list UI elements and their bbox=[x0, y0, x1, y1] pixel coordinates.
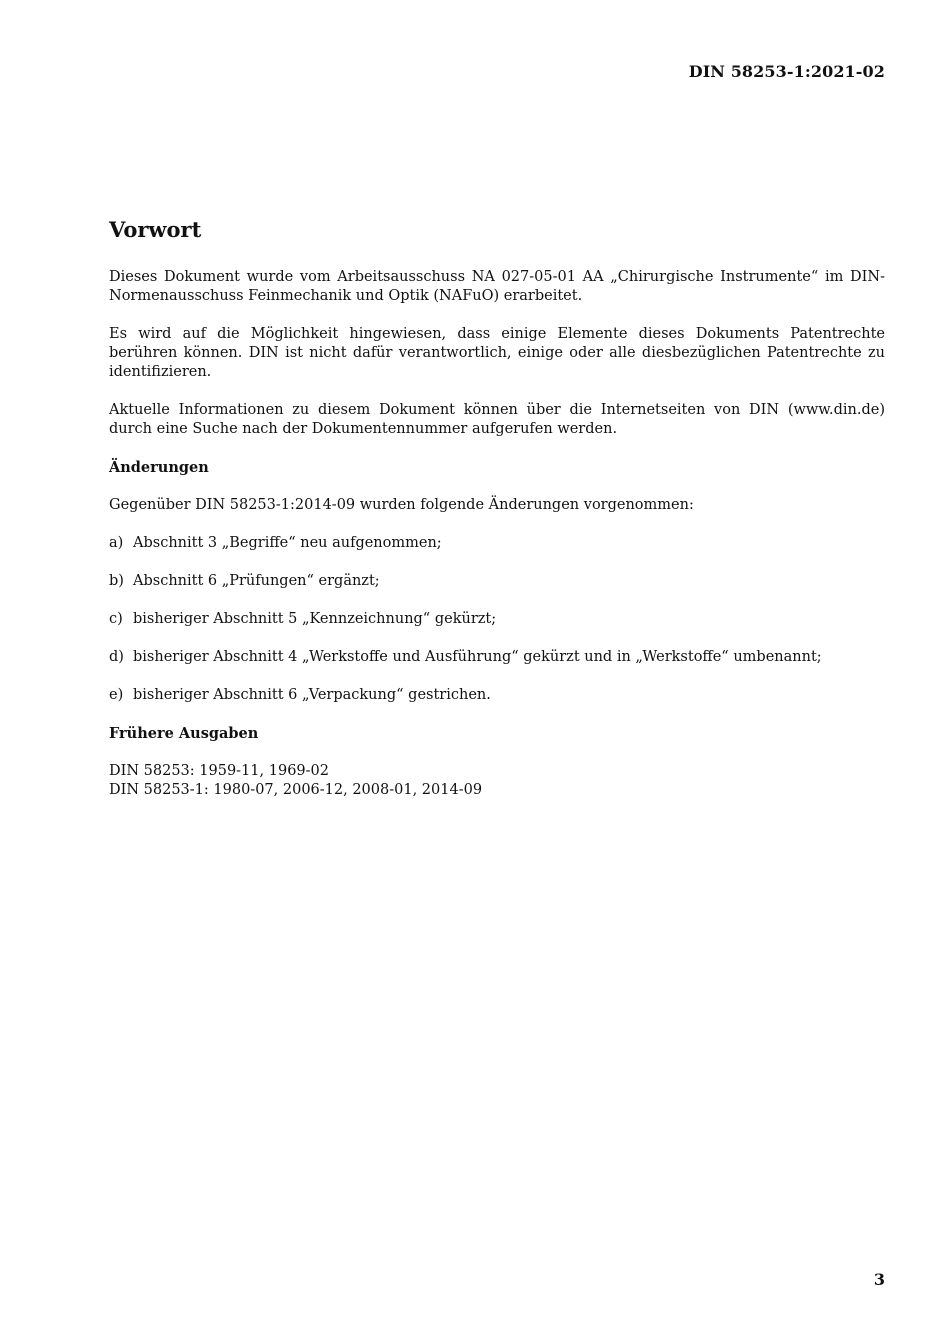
changes-list bbox=[109, 534, 885, 705]
list-item bbox=[109, 572, 885, 591]
list-item-text: Abschnitt 6 „Prüfungen“ ergänzt; bbox=[133, 573, 380, 589]
list-item-text: bisheriger Abschnitt 6 „Verpackung“ gestrichen. bbox=[133, 687, 491, 703]
paragraph-patent-notice: Es wird auf die Möglichkeit hingewiesen, dass einige Elemente dieses Dokuments Patentrechte berühren können. DIN ist nicht dafür verantwortlich, einige oder alle diesbezüglichen Patentrechte zu identifizieren. bbox=[109, 326, 885, 380]
paragraph-committee: Dieses Dokument wurde vom Arbeitsausschuss NA 027-05-01 AA „Chirurgische Instrumente“ im DIN-Normenausschuss Feinmechanik und Optik (NAFuO) erarbeitet. bbox=[109, 269, 885, 304]
editions-heading: Frühere Ausgaben bbox=[109, 725, 259, 742]
list-item-text: bisheriger Abschnitt 4 „Werkstoffe und Ausführung“ gekürzt und in „Werkstoffe“ umbenannt; bbox=[133, 649, 822, 665]
edition-line: DIN 58253: 1959-11, 1969-02 bbox=[109, 763, 329, 779]
changes-heading: Änderungen bbox=[109, 459, 209, 476]
paragraph-current-info: Aktuelle Informationen zu diesem Dokument können über die Internetseiten von DIN (www.din.de) durch eine Suche nach der Dokumentennummer aufgerufen werden. bbox=[109, 402, 885, 437]
list-item-text: bisheriger Abschnitt 5 „Kennzeichnung“ gekürzt; bbox=[133, 611, 497, 627]
list-item bbox=[109, 610, 885, 629]
page-number: 3 bbox=[873, 1270, 885, 1289]
list-item bbox=[109, 648, 885, 667]
page-title: Vorwort bbox=[109, 217, 202, 242]
list-marker: a) bbox=[109, 535, 124, 551]
list-item-text: Abschnitt 3 „Begriffe“ neu aufgenommen; bbox=[133, 535, 442, 551]
list-marker: e) bbox=[109, 687, 124, 703]
document-id: DIN 58253-1:2021-02 bbox=[688, 62, 885, 81]
list-marker: b) bbox=[109, 573, 124, 589]
changes-intro: Gegenüber DIN 58253-1:2014-09 wurden folgende Änderungen vorgenommen: bbox=[109, 497, 694, 513]
list-marker: d) bbox=[109, 649, 124, 665]
list-item bbox=[109, 534, 885, 553]
foreword-section bbox=[109, 216, 885, 800]
editions-list bbox=[109, 762, 885, 800]
list-marker: c) bbox=[109, 611, 123, 627]
edition-line: DIN 58253-1: 1980-07, 2006-12, 2008-01, 2014-09 bbox=[109, 782, 483, 798]
list-item bbox=[109, 686, 885, 705]
